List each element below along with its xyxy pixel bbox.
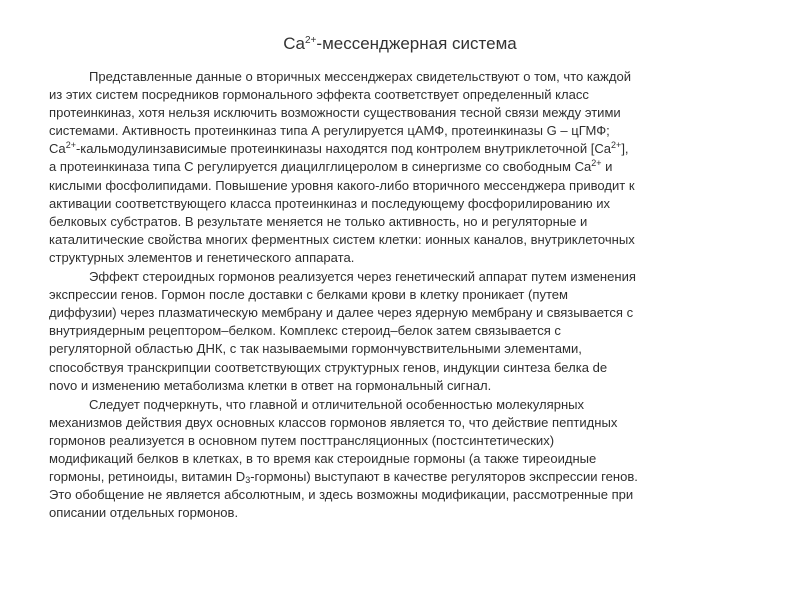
paragraph-line: способствуя транскрипции соответствующих структурных генов, индукции синтеза белка de [49,359,608,375]
paragraph-line: протеинкиназ, хотя нельзя исключить возможности существования тесной связи между этими [49,105,621,121]
paragraph-line: описании отдельных гормонов. [49,505,239,521]
title-superscript: 2+ [305,35,317,46]
paragraph-line: Представленные данные о вторичных мессенджерах свидетельствуют о том, что каждой [89,69,632,84]
text-fragment: гормоны, ретиноиды, витамин D [49,469,246,485]
paragraph-line: модификаций белков в клетках, в то время как стероидные гормоны (а также тиреоидные [49,450,597,466]
paragraph-line: гормонов реализуется в основном путем посттрансляционных (постсинтетических) [49,432,555,448]
paragraph-conclusion [49,396,761,523]
paragraph-line: Эффект стероидных гормонов реализуется через генетический аппарат путем изменения [89,269,636,285]
paragraph-line: каталитические свойства многих ферментных систем клетки: ионных каналов, внутриклеточных [49,231,635,247]
paragraph-line: кислыми фосфолипидами. Повышение уровня какого-либо вторичного мессенджера приводит к [49,177,635,193]
slide-title [0,33,800,55]
paragraph-line [49,468,761,486]
text-fragment: Ca [49,141,66,157]
paragraph-line: активации соответствующего класса протеинкиназ и последующему фосфорилированию их [49,195,611,211]
text-fragment: и [601,159,613,175]
paragraph-second-messengers [49,68,761,267]
superscript: 2+ [65,140,76,151]
paragraph-line: системами. Активность протеинкиназ типа А регулируется цАМФ, протеинкиназы G – цГМФ; [49,123,610,139]
paragraph-line: Это обобщение не является абсолютным, и здесь возможны модификации, рассмотренные при [49,487,634,503]
superscript: 2+ [591,158,602,169]
paragraph-line: механизмов действия двух основных классов гормонов является то, что действие пептидных [49,414,618,430]
slide-body [49,68,761,522]
paragraph-line: белковых субстратов. В результате меняется не только активность, но и регуляторные и [49,213,588,229]
text-fragment: а протеинкиназа типа С регулируется диацилглицеролом в синергизме со свободным Ca [49,159,592,175]
title-prefix: Ca [283,34,305,53]
paragraph-line: Следует подчеркнуть, что главной и отличительной особенностью молекулярных [89,396,585,412]
paragraph-line [49,158,761,176]
text-fragment: -кальмодулинзависимые протеинкиназы находятся под контролем внутриклеточной [Ca [75,141,612,157]
text-fragment: -гормоны) выступают в качестве регуляторов экспрессии генов. [250,469,638,485]
paragraph-line: внутриядерным рецептором–белком. Комплекс стероид–белок затем связывается с [49,323,561,339]
paragraph-line: регуляторной областью ДНК, с так называемыми гормончувствительными элементами, [49,341,582,357]
paragraph-line: диффузии) через плазматическую мембрану и далее через ядерную мембрану и связывается с [49,305,634,321]
paragraph-line: novo и изменению метаболизма клетки в ответ на гормональный сигнал. [49,377,492,393]
paragraph-line: структурных элементов и генетического аппарата. [49,249,355,265]
title-text: -мессенджерная система [316,34,517,53]
paragraph-line [49,140,761,158]
subscript: 3 [245,475,251,486]
superscript: 2+ [611,140,622,151]
paragraph-steroid-hormones [49,268,761,395]
paragraph-line: экспрессии генов. Гормон после доставки с белками крови в клетку проникает (путем [49,287,569,303]
text-fragment: ], [621,141,629,157]
paragraph-line: из этих систем посредников гормонального эффекта соответствует определенный класс [49,87,589,103]
